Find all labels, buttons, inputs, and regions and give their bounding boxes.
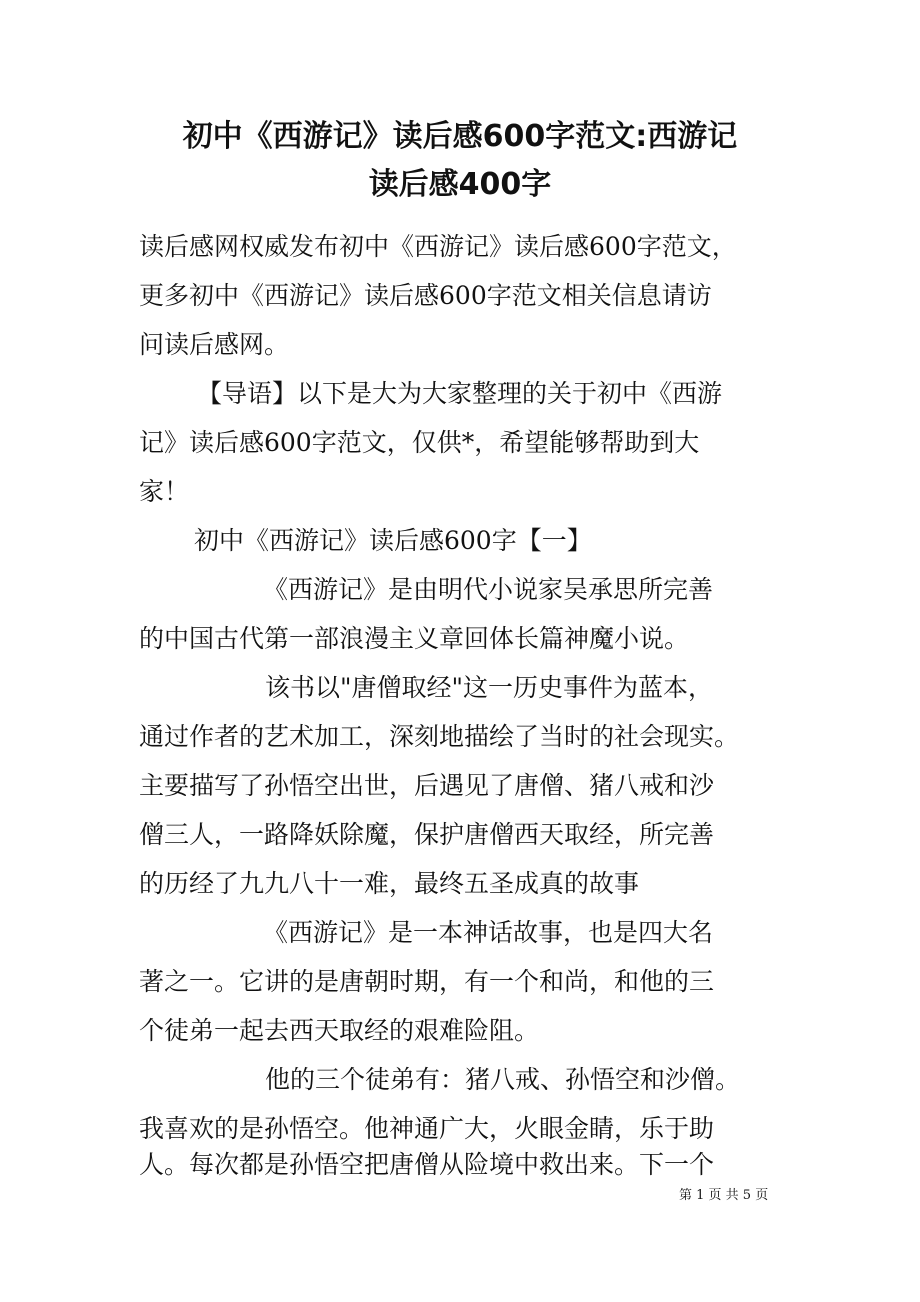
section-heading: 初中《西游记》读后感600字【一】	[194, 526, 592, 555]
page-number-footer: 第 1 页 共 5 页	[679, 1188, 769, 1203]
document-title-line-2: 读后感400字	[368, 167, 552, 202]
paragraph-3-line-2: 著之一。它讲的是唐朝时期，有一个和尚，和他的三	[139, 967, 715, 996]
paragraph-2-line-5: 的历经了九九八十一难，最终五圣成真的故事	[139, 869, 640, 898]
paragraph-guide-line-1: 【导语】以下是大为大家整理的关于初中《西游	[197, 379, 723, 408]
paragraph-1-line-2: 的中国古代第一部浪漫主义章回体长篇神魔小说。	[139, 624, 690, 653]
paragraph-intro-line-2: 更多初中《西游记》读后感600字范文相关信息请访	[139, 281, 712, 310]
paragraph-2-line-4: 僧三人，一路降妖除魔，保护唐僧西天取经，所完善	[139, 820, 715, 849]
document-title-line-1: 初中《西游记》读后感600字范文:西游记	[182, 119, 738, 154]
paragraph-3-line-3: 个徒弟一起去西天取经的艰难险阻。	[139, 1016, 540, 1045]
paragraph-2-line-2: 通过作者的艺术加工，深刻地描绘了当时的社会现实。	[139, 722, 740, 751]
paragraph-4-line-1: 他的三个徒弟有：猪八戒、孙悟空和沙僧。	[265, 1065, 741, 1094]
paragraph-intro-line-1: 读后感网权威发布初中《西游记》读后感600字范文，	[139, 232, 737, 261]
paragraph-intro-line-3: 问读后感网。	[139, 330, 290, 359]
paragraph-guide-line-2: 记》读后感600字范文，仅供*，希望能够帮助到大	[139, 428, 700, 457]
paragraph-1-line-1: 《西游记》是由明代小说家吴承思所完善	[263, 575, 714, 604]
paragraph-4-line-2: 我喜欢的是孙悟空。他神通广大，火眼金睛，乐于助	[139, 1114, 715, 1143]
paragraph-4-line-3: 人。每次都是孙悟空把唐僧从险境中救出来。下一个	[139, 1150, 715, 1179]
paragraph-2-line-1: 该书以"唐僧取经"这一历史事件为蓝本，	[265, 673, 713, 702]
paragraph-3-line-1: 《西游记》是一本神话故事，也是四大名	[263, 918, 714, 947]
paragraph-guide-line-3: 家！	[139, 477, 190, 506]
paragraph-2-line-3: 主要描写了孙悟空出世，后遇见了唐僧、猪八戒和沙	[139, 771, 715, 800]
